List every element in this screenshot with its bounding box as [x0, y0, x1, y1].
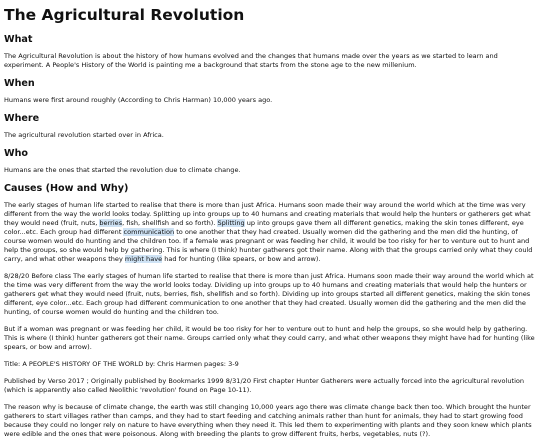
text-run: The early stages of human life started to realise that there is more than just Africa. Humans soon made their way around the world which at the time was very different from the way the world looks today. Splitting up into groups up to 40 humans and creating materials that would help the hunters or gatherers get what they would need (fruit, nuts, — [4, 201, 531, 227]
paragraph-causes-1 — [4, 201, 536, 264]
paragraph-causes-6: The reason why is because of climate change, the earth was still changing 10,000 years ago there was climate change back then too. Which brought the hunter gatherers to start villages rather than camps, and they had to start feeding and catching animals rather than hunt for animals, they had to start growing food because they could no longer rely on nature to have everything when they need it. This led them to experimenting with plants and they soon knew which plants were edible and the ones that were poisonous. Along with breeding the plants to grow different fruits, herbs, vegetables, nuts (?). — [4, 403, 532, 438]
paragraph-who: Humans are the ones that started the revolution due to climate change. — [4, 166, 241, 174]
page-title: The Agricultural Revolution — [4, 6, 245, 24]
paragraph-where: The agricultural revolution started over in Africa. — [4, 131, 164, 139]
text-run: had for hunting (like spears, or bow and arrow). — [162, 255, 321, 263]
text-run: , fish, shellfish and so forth). — [122, 219, 218, 227]
paragraph-causes-4: Title: A PEOPLE'S HISTORY OF THE WORLD by: Chris Harmen pages: 3-9 — [4, 360, 239, 368]
text-run: to one another that they had created. Usually women did the gathering and the men did the hunting, of course women would do hunting and the children too. If a female was pregnant or was feeding her child, it would be too risky for her to venture out to hunt and help the groups, so she would help by gathering. This is where (I think) hunter gatherers got their name. Along with that the groups carried only what they could carry, and what other weapons they — [4, 228, 533, 263]
paragraph-what: The Agricultural Revolution is about the history of how humans evolved and the changes that humans made over the years as we started to learn and experiment. A People's History of the World is painting me a background that starts from the stone age to the new millenium. — [4, 52, 498, 69]
heading-who: Who — [4, 148, 29, 159]
heading-when: When — [4, 78, 35, 89]
paragraph-causes-5: Published by Verso 2017 ; Originally published by Bookmarks 1999 8/31/20 First chapter Hunter Gatherers were actually forced into the agricultural revolution (which is apparently also called Neolithic 'revolution' found on Page 10-11). — [4, 377, 525, 394]
heading-causes: Causes (How and Why) — [4, 183, 129, 194]
paragraph-causes-3: But if a woman was pregnant or was feeding her child, it would be too risky for her to venture out to hunt and help the groups, so she would help by gathering. This is where (I think) hunter gatherers got their name. Groups carried only what they could carry, and what other weapons they might have had for hunting (like spears, or bow and arrow). — [4, 325, 535, 351]
paragraph-causes-2: 8/28/20 Before class The early stages of human life started to realise that there is more than just Africa. Humans soon made their way around the world which at the time was very different from the way the world looks today. Dividing up into groups up to 40 humans and creating materials that would help the hunters or gatherers get what they would need (fruit, nuts, berries, fish, shellfish and so forth). Dividing up into groups started all different genetics, making the skin tones different, eye color...etc. Each group had different communication to one another that they had created. Usually women did the gathering and the men did the hunting, of course women would do hunting and the children too. — [4, 272, 534, 316]
highlighted-word: communication — [123, 228, 175, 236]
highlighted-word: berries — [99, 219, 123, 227]
text-run: up into groups gave them all different genetics, making the skin tones different, eye color...etc. Each group had different — [4, 219, 524, 236]
highlighted-word: Splitting — [217, 219, 245, 227]
highlighted-word: might have — [124, 255, 163, 263]
heading-where: Where — [4, 113, 40, 124]
paragraph-when: Humans were first around roughly (According to Chris Harman) 10,000 years ago. — [4, 96, 273, 104]
heading-what: What — [4, 34, 33, 45]
